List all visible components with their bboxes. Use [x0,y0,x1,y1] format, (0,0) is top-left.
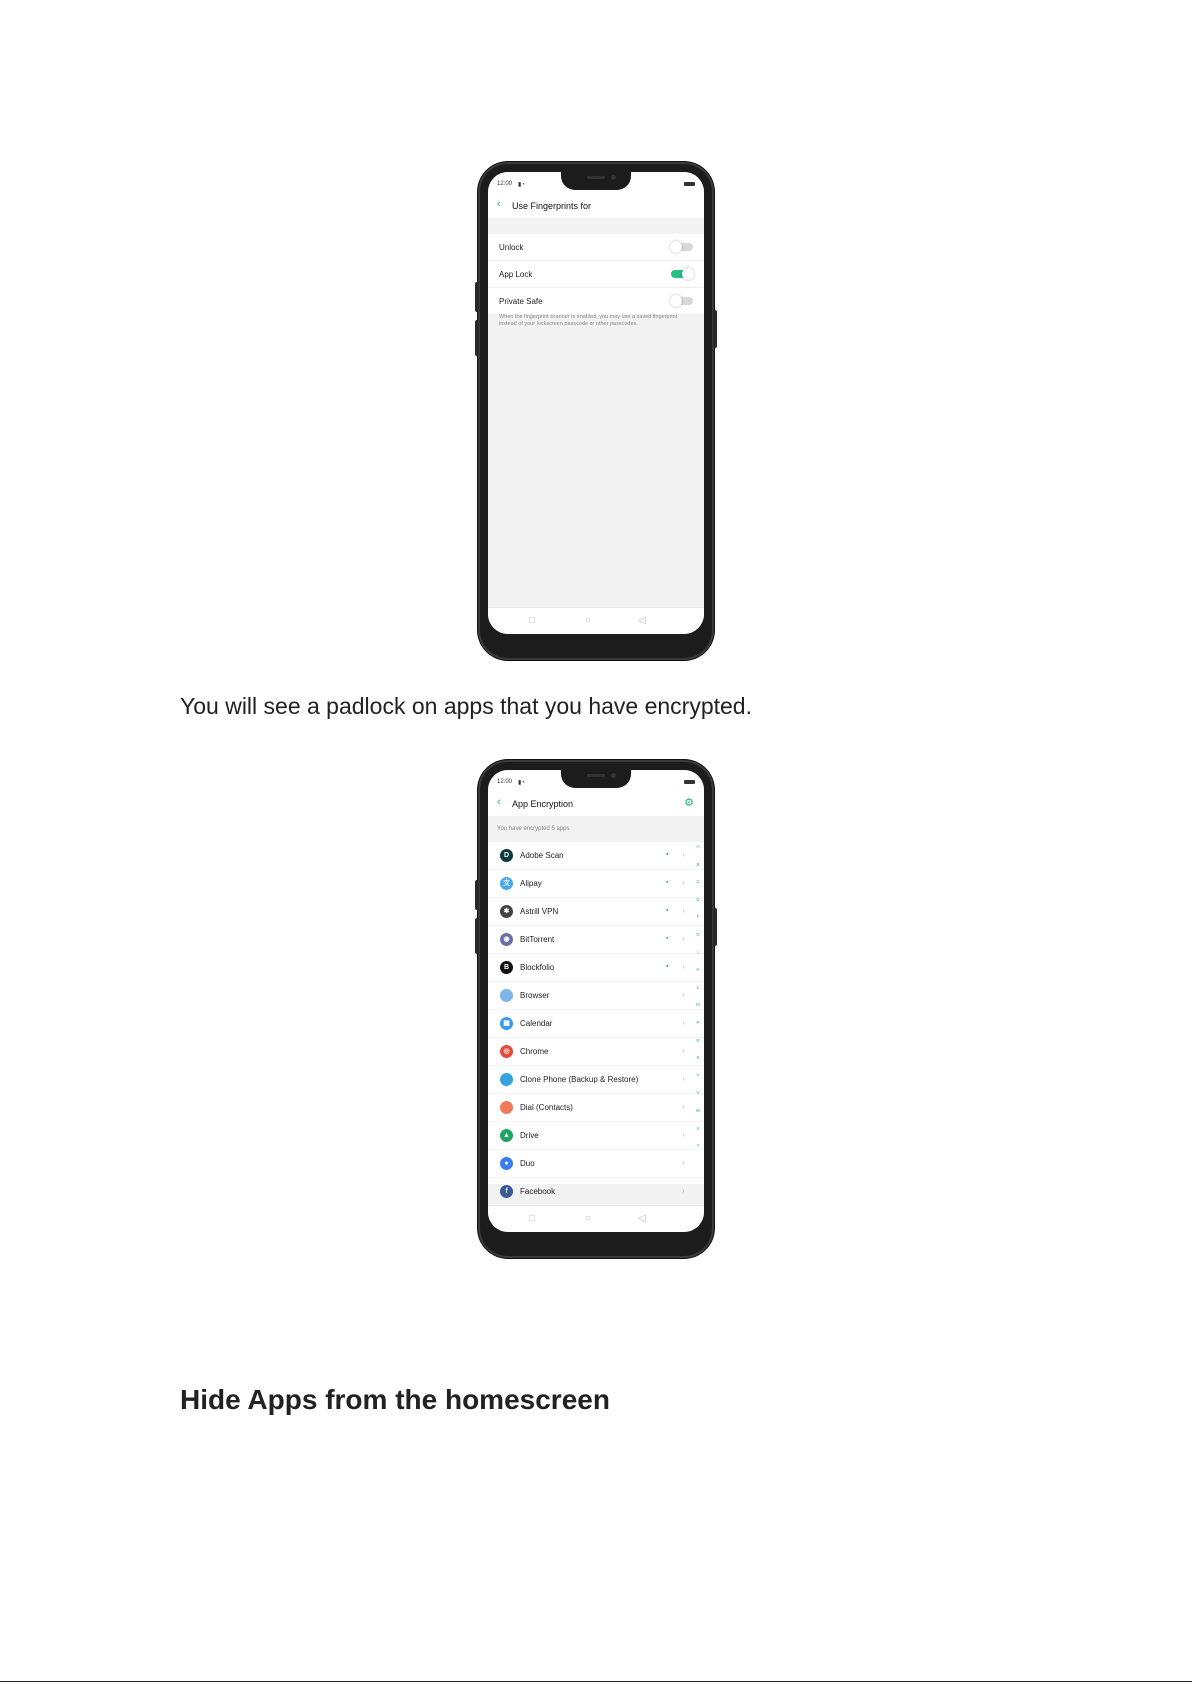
index-letter[interactable]: I [697,949,699,955]
volume-down-button [475,320,479,356]
app-name: Calendar [520,1019,553,1028]
app-row[interactable] [488,1038,704,1066]
chrome-icon: ◎ [500,1045,513,1058]
app-name: Facebook [520,1187,556,1196]
drive-icon: ▲ [500,1129,513,1142]
calendar-icon: ▦ [500,1017,513,1030]
navigation-bar [488,1205,704,1232]
volume-up-button [475,282,479,312]
app-name: Adobe Scan [520,851,564,860]
chevron-right-icon: › [682,906,685,915]
phone-mockup-fingerprints [478,162,714,660]
bittorrent-icon: ◉ [500,933,513,946]
app-name: Drive [520,1131,539,1140]
page-divider [0,1681,1192,1682]
setting-label: Unlock [499,243,524,252]
app-row[interactable] [488,1010,704,1038]
adobe-scan-icon: D [500,849,513,862]
power-button [713,310,717,348]
back-icon[interactable]: ‹ [497,796,501,808]
app-row[interactable] [488,954,704,982]
astrill-vpn-icon: ✱ [500,905,513,918]
facebook-icon: f [500,1185,513,1198]
encrypted-count-text: You have encrypted 5 apps [497,826,570,832]
setting-row-unlock[interactable] [488,234,704,261]
index-letter[interactable]: R [696,1037,700,1043]
volume-up-button [475,880,479,910]
battery-icon [684,182,695,186]
app-row[interactable] [488,1094,704,1122]
gear-icon[interactable]: ⚙ [684,797,694,809]
private-safe-toggle[interactable] [671,297,693,305]
alphabet-index-bar[interactable] [694,844,702,1161]
app-row[interactable] [488,1150,704,1178]
index-letter[interactable]: T [696,1072,700,1078]
app-row[interactable] [488,982,704,1010]
app-name: Duo [520,1159,535,1168]
status-time: 12:00 [497,181,513,187]
chevron-right-icon: › [682,962,685,971]
app-name: Astrill VPN [520,907,559,916]
app-row[interactable] [488,1122,704,1150]
index-letter[interactable]: K [696,967,700,973]
phone-screen [488,172,704,634]
app-name: Dial (Contacts) [520,1103,573,1112]
app-bar [488,792,704,816]
chevron-right-icon: › [682,1130,685,1139]
padlock-icon: ▪ [666,935,669,942]
volume-down-button [475,918,479,954]
app-name: Clone Phone (Backup & Restore) [520,1075,639,1084]
index-letter[interactable]: F [696,914,700,920]
app-name: Alipay [520,879,542,888]
chevron-right-icon: › [682,878,685,887]
index-letter[interactable]: L [696,984,700,990]
index-letter[interactable]: C [696,879,700,885]
alipay-icon: 支 [500,877,513,890]
page-title: App Encryption [512,799,574,809]
chevron-right-icon: › [682,1018,685,1027]
home-icon[interactable]: ○ [585,615,592,626]
fingerprint-hint-text: When the fingerprint scanner is enabled, you may use a saved fingerprint instead of your lockscreen passcode or other passcodes. [499,314,678,327]
clone-phone-icon [500,1073,513,1086]
padlock-icon: ▪ [666,963,669,970]
app-row[interactable] [488,1178,704,1206]
chevron-right-icon: › [682,1074,685,1083]
battery-icon [684,780,695,784]
recents-icon[interactable]: □ [529,615,536,626]
chevron-right-icon: › [682,990,685,999]
padlock-icon: ▪ [666,879,669,886]
setting-row-private-safe[interactable] [488,288,704,315]
app-row[interactable] [488,870,704,898]
unlock-toggle[interactable] [671,243,693,251]
app-name: Browser [520,991,550,1000]
index-letter[interactable]: D [696,896,700,902]
back-nav-icon[interactable]: ◁ [638,1213,646,1224]
status-time: 12:00 [497,779,513,785]
browser-icon [500,989,513,1002]
phone-notch [561,770,631,788]
phone-screen [488,770,704,1232]
settings-list [488,234,704,315]
index-letter[interactable]: B [696,861,700,867]
setting-label: Private Safe [499,297,543,306]
page-title: Use Fingerprints for [512,201,592,211]
index-letter[interactable]: M [696,1002,700,1008]
app-row[interactable] [488,842,704,870]
app-bar [488,194,704,218]
back-nav-icon[interactable]: ◁ [638,615,646,626]
index-letter[interactable]: X [696,1125,700,1131]
index-letter[interactable]: A [696,844,700,849]
phone-notch [561,172,631,190]
index-letter[interactable]: W [695,1107,701,1113]
index-letter[interactable]: G [696,931,700,937]
chevron-right-icon: › [682,1186,685,1195]
phone-mockup-app-encryption [478,760,714,1258]
blockfolio-icon: B [500,961,513,974]
chevron-right-icon: › [682,1158,685,1167]
chevron-right-icon: › [682,1046,685,1055]
setting-row-app-lock[interactable] [488,261,704,288]
setting-label: App Lock [499,270,533,279]
index-letter[interactable]: Y [696,1143,700,1149]
chevron-right-icon: › [682,850,685,859]
padlock-icon: ▪ [666,851,669,858]
app-row[interactable] [488,898,704,926]
home-icon[interactable]: ○ [585,1213,592,1224]
signal-icon: ▮◔ [518,182,525,188]
index-letter[interactable]: V [696,1090,700,1096]
index-letter[interactable]: S [696,1055,700,1061]
app-name: Chrome [520,1047,549,1056]
signal-icon: ▮◔ [518,780,525,786]
index-letter[interactable]: P [696,1019,700,1025]
app-lock-toggle[interactable] [671,270,693,278]
padlock-icon: ▪ [666,907,669,914]
app-row[interactable] [488,1066,704,1094]
back-icon[interactable]: ‹ [497,198,501,210]
app-list [488,842,704,1196]
chevron-right-icon: › [682,934,685,943]
chevron-right-icon: › [682,1102,685,1111]
power-button [713,908,717,946]
navigation-bar [488,607,704,634]
app-name: Blockfolio [520,963,555,972]
recents-icon[interactable]: □ [529,1213,536,1224]
duo-icon: ● [500,1157,513,1170]
caption-text: You will see a padlock on apps that you have encrypted. [180,693,752,719]
app-name: BitTorrent [520,935,555,944]
section-heading: Hide Apps from the homescreen [180,1384,610,1415]
dial-icon [500,1101,513,1114]
app-row[interactable] [488,926,704,954]
